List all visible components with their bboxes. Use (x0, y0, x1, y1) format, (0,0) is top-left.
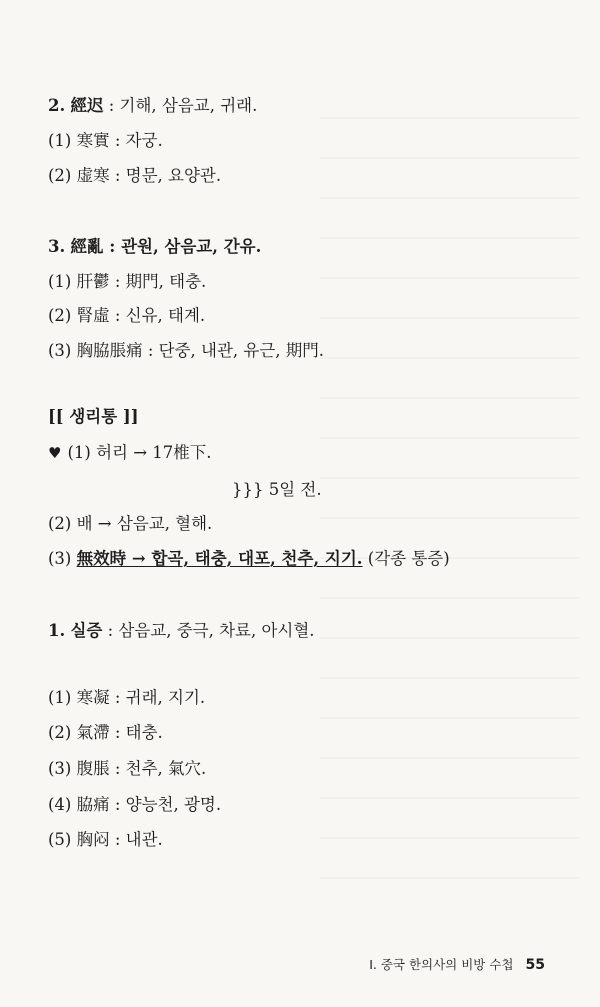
section2-item-1 (48, 130, 163, 152)
dysmenorrhea-line-2: (2) 배 → 삼음교, 혈해. (48, 514, 213, 533)
section2-number: 2. (48, 96, 66, 115)
section1-number: 1. (48, 621, 66, 640)
item-label: (4) 脇痛 (48, 795, 110, 814)
item-label: (5) 胸闷 (48, 830, 110, 849)
heart-icon: ♥ (48, 444, 62, 462)
section1-item-4 (48, 794, 221, 816)
section1-points: : 삼음교, 중극, 차료, 아시혈. (102, 621, 315, 640)
item-label: (3) 腹脹 (48, 759, 110, 778)
item-text: : 귀래, 지기. (109, 688, 206, 707)
item-label: (2) 氣滯 (48, 723, 110, 742)
dysmenorrhea-line-1 (48, 442, 212, 464)
item-label: (1) 寒實 (48, 131, 110, 150)
section3-item-3 (48, 340, 324, 362)
section2-title (48, 95, 257, 117)
line-text: (1) 허리 → 17椎下. (67, 443, 212, 462)
item-text: : 期門, 태충. (109, 272, 207, 291)
section1-item-1 (48, 687, 205, 709)
item-text: : 태충. (109, 723, 163, 742)
section3-points: : 관원, 삼음교, 간유. (103, 237, 262, 256)
section3-item-1 (48, 271, 206, 293)
page-number: 55 (525, 957, 545, 973)
item-text: : 자궁. (109, 131, 163, 150)
line-prefix: (3) (48, 549, 77, 568)
section1-item-2 (48, 722, 163, 744)
underlined-points: 無效時 → 합곡, 태충, 대포, 천추, 지기. (76, 549, 363, 568)
item-label: (1) 肝鬱 (48, 272, 110, 291)
item-text: : 단중, 내관, 유근, 期門. (142, 341, 325, 360)
item-text: : 천추, 氣穴. (109, 759, 207, 778)
section2-term: 經迟 (70, 96, 104, 115)
section3-number: 3. (48, 237, 66, 256)
line-suffix: (각종 통증) (362, 549, 450, 568)
section2-item-2 (48, 165, 221, 187)
chapter-title: I. 중국 한의사의 비방 수첩 (369, 957, 514, 972)
item-label: (3) 胸脇脹痛 (48, 341, 143, 360)
section1-item-3 (48, 758, 206, 780)
item-label: (1) 寒凝 (48, 688, 110, 707)
section3-title (48, 236, 261, 258)
item-text: : 명문, 요양관. (109, 166, 222, 185)
dysmenorrhea-line-3 (48, 548, 450, 570)
item-text: : 신유, 태계. (109, 306, 206, 325)
section3-item-2 (48, 305, 205, 327)
page-footer (369, 955, 545, 973)
item-label: (2) 腎虛 (48, 306, 110, 325)
section3-term: 經亂 (70, 237, 104, 256)
section1-item-5 (48, 829, 163, 851)
item-text: : 양능천, 광명. (109, 795, 222, 814)
dysmenorrhea-line-1b: }}} 5일 전. (232, 480, 322, 499)
section1-title (48, 620, 315, 642)
section2-points: : 기해, 삼음교, 귀래. (103, 96, 258, 115)
bleed-through-shadow (320, 95, 580, 915)
dysmenorrhea-heading: [[ 생리통 ]] (48, 407, 139, 426)
item-label: (2) 虚寒 (48, 166, 110, 185)
item-text: : 내관. (109, 830, 163, 849)
section1-term: 실증 (70, 621, 103, 640)
